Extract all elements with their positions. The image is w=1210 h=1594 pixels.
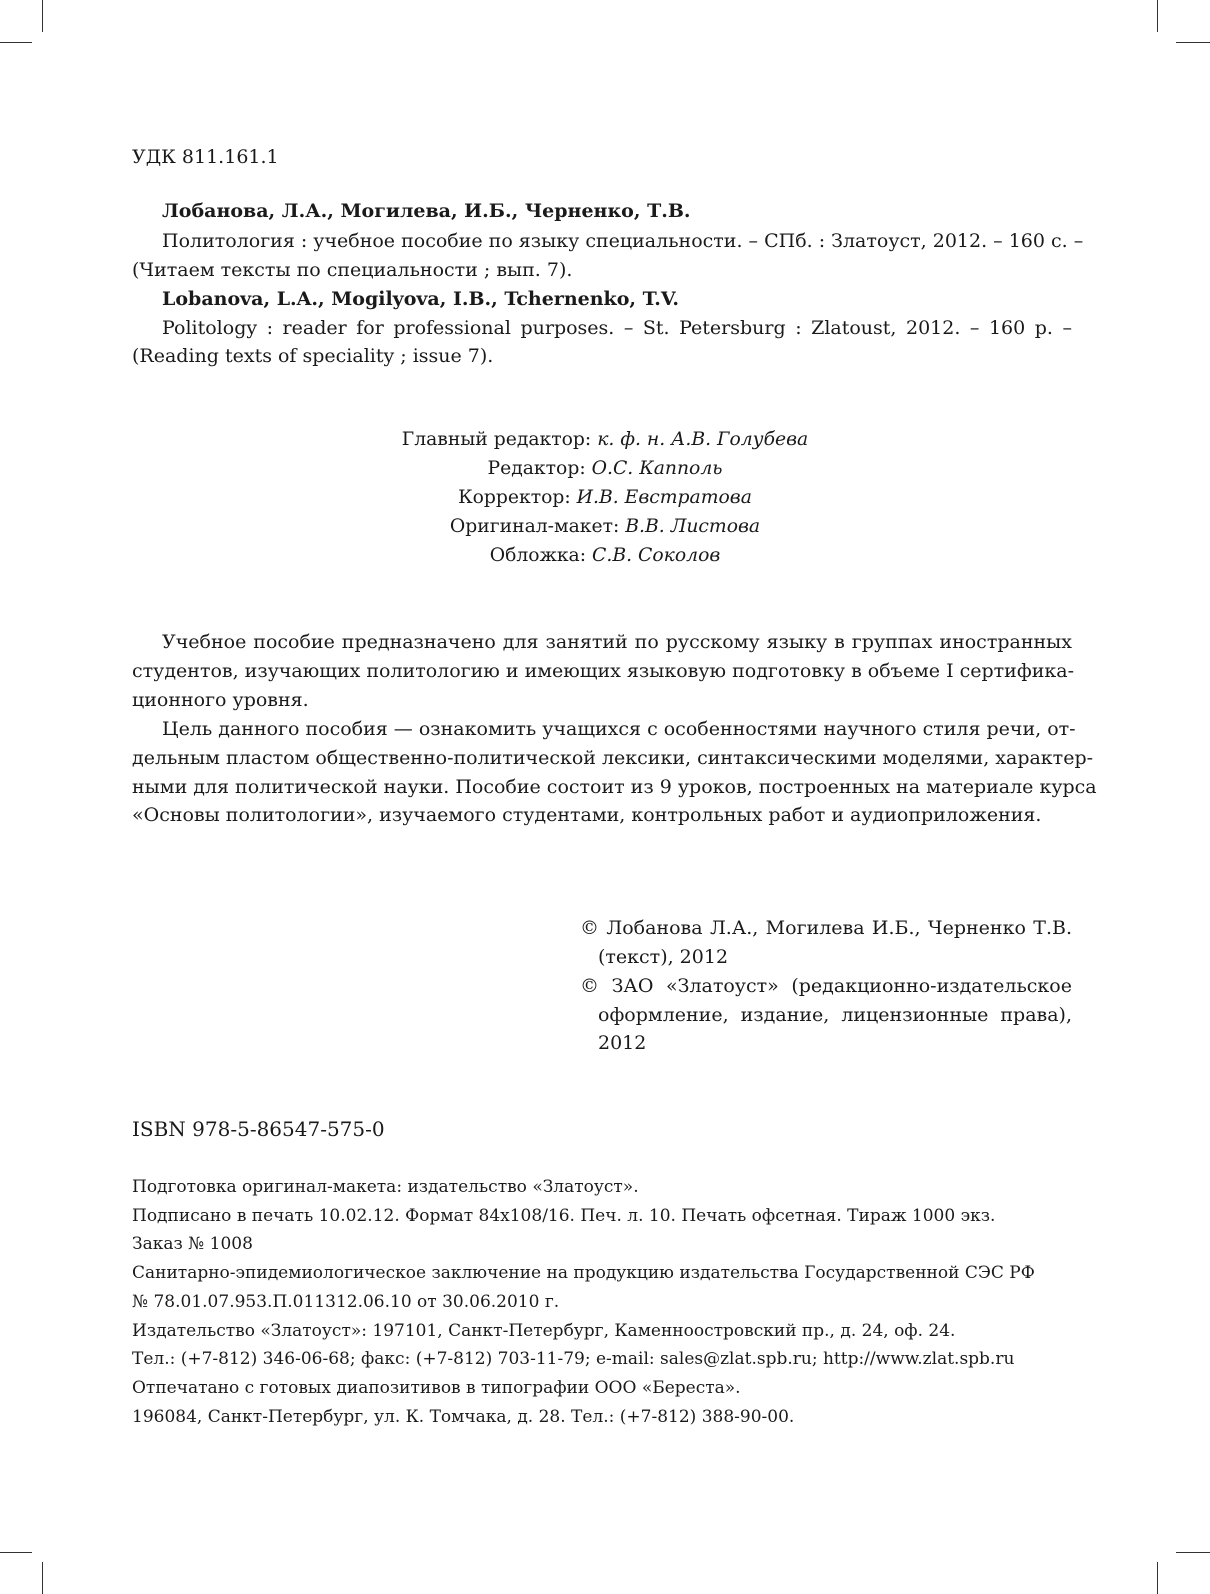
en-authors: Lobanova, L.A., Mogilyova, I.B., Tchernenko, T.V. <box>162 288 679 310</box>
ru-title-line-1: Политология : учебное пособие по языку специальности. – СПб. : Златоуст, 2012. – 160 с. – <box>162 230 1084 252</box>
credit-layout <box>0 514 1210 540</box>
abstract-line-3: ционного уровня. <box>132 689 309 711</box>
copyright-line-3: © ЗАО «Златоуст» (редакционно-издательское <box>580 975 1072 997</box>
credit-role: Оригинал-макет: <box>449 516 626 537</box>
credit-person: В.В. Листова <box>625 516 761 537</box>
imprint-line-4: Санитарно-эпидемиологическое заключение на продукцию издательства Государственной СЭС РФ <box>132 1263 1035 1283</box>
credit-editor <box>0 456 1210 482</box>
copyright-line-2: (текст), 2012 <box>598 946 729 968</box>
credit-role: Корректор: <box>458 487 577 508</box>
abstract-line-6: ными для политической науки. Пособие состоит из 9 уроков, построенных на материале курса <box>132 776 1097 798</box>
credit-role: Обложка: <box>489 545 593 566</box>
imprint-line-8: Отпечатано с готовых диапозитивов в типографии ООО «Береста». <box>132 1378 741 1398</box>
copyright-line-5: 2012 <box>598 1032 647 1054</box>
imprint-line-3: Заказ № 1008 <box>132 1234 253 1254</box>
en-title-line-2: (Reading texts of speciality ; issue 7). <box>132 345 494 367</box>
imprint-line-2: Подписано в печать 10.02.12. Формат 84х108/16. Печ. л. 10. Печать офсетная. Тираж 1000 экз. <box>132 1206 996 1226</box>
crop-mark-bottom-right-h <box>1176 1552 1210 1553</box>
crop-mark-top-right-h <box>1176 42 1210 43</box>
credit-person: О.С. Капполь <box>591 458 723 479</box>
credit-cover <box>0 543 1210 569</box>
imprint-line-9: 196084, Санкт-Петербург, ул. К. Томчака, д. 28. Тел.: (+7-812) 388-90-00. <box>132 1407 795 1427</box>
credit-person: С.В. Соколов <box>592 545 721 566</box>
udk-code: УДК 811.161.1 <box>132 146 279 168</box>
crop-mark-top-left-v <box>42 0 43 32</box>
crop-mark-top-right-v <box>1157 0 1158 32</box>
crop-mark-bottom-left-h <box>0 1552 32 1553</box>
imprint-line-5: № 78.01.07.953.П.011312.06.10 от 30.06.2010 г. <box>132 1292 560 1312</box>
credit-role: Редактор: <box>487 458 592 479</box>
credit-person: И.В. Евстратова <box>576 487 752 508</box>
ru-authors: Лобанова, Л.А., Могилева, И.Б., Черненко, Т.В. <box>162 200 691 222</box>
abstract-line-5: дельным пластом общественно-политической лексики, синтаксическими моделями, характер- <box>132 747 1094 769</box>
credit-chief-editor <box>0 427 1210 453</box>
en-title-line-1: Politology : reader for professional purposes. – St. Petersburg : Zlatoust, 2012. – 160 p. – <box>162 317 1072 339</box>
abstract-line-7: «Основы политологии», изучаемого студентами, контрольных работ и аудиоприложения. <box>132 804 1042 826</box>
credit-person: к. ф. н. А.В. Голубева <box>597 429 809 450</box>
abstract-line-2: студентов, изучающих политологию и имеющих языковую подготовку в объеме I сертифика- <box>132 660 1075 682</box>
crop-mark-bottom-right-v <box>1157 1562 1158 1594</box>
imprint-line-1: Подготовка оригинал-макета: издательство «Златоуст». <box>132 1177 639 1197</box>
imprint-line-6: Издательство «Златоуст»: 197101, Санкт-Петербург, Каменноостровский пр., д. 24, оф. 24. <box>132 1321 956 1341</box>
abstract-line-4: Цель данного пособия — ознакомить учащихся с особенностями научного стиля речи, от- <box>162 718 1076 740</box>
isbn: ISBN 978-5-86547-575-0 <box>132 1117 385 1141</box>
abstract-line-1: Учебное пособие предназначено для занятий по русскому языку в группах иностранных <box>162 631 1072 653</box>
copyright-line-1: © Лобанова Л.А., Могилева И.Б., Черненко Т.В. <box>580 917 1072 939</box>
credit-role: Главный редактор: <box>401 429 598 450</box>
crop-mark-bottom-left-v <box>42 1562 43 1594</box>
copyright-line-4: оформление, издание, лицензионные права), <box>598 1004 1072 1026</box>
imprint-line-7: Тел.: (+7-812) 346-06-68; факс: (+7-812) 703-11-79; e-mail: sales@zlat.spb.ru; http://www.zlat.spb.ru <box>132 1349 1015 1369</box>
ru-title-line-2: (Читаем тексты по специальности ; вып. 7). <box>132 259 573 281</box>
crop-mark-top-left-h <box>0 42 32 43</box>
credit-proofreader <box>0 485 1210 511</box>
